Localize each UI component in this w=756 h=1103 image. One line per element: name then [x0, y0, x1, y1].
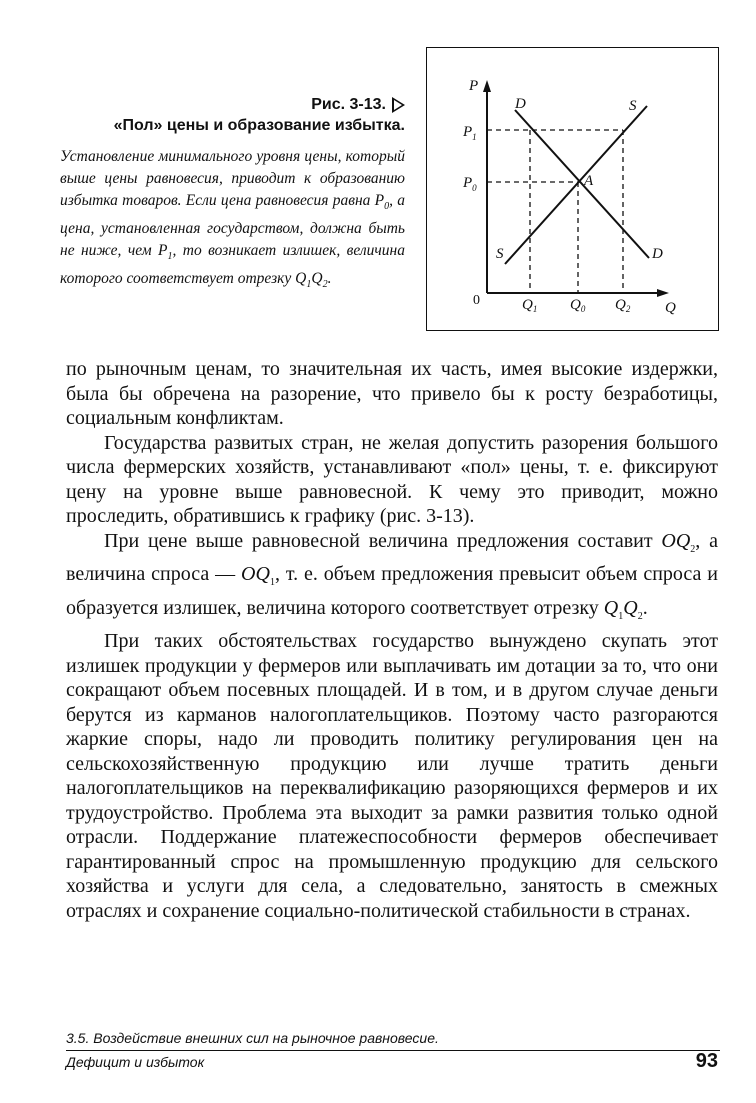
figure-description: Установление минимального уровня цены, который выше цены равновесия, приводит к образованию избытка товаров. Если цена равновесия равна $P_0$, а цена, установленная государством, должна быть не ниже, чем $P_1$, то возникает излишек, величина которого соответствует отрезку $Q_1Q_2$.: [60, 148, 406, 291]
figure-heading: [60, 94, 405, 136]
supply-label-bottom: S: [496, 246, 504, 262]
p0-label: $P_0$: [463, 175, 477, 193]
quantity-axis-arrow-icon: [657, 289, 669, 297]
demand-curve: [515, 110, 649, 258]
price-axis-arrow-icon: [483, 80, 491, 92]
paragraph-2: Государства развитых стран, не желая допустить разорения большого числа фермерских хозяйств, устанавливают «пол» цены, т. е. фиксируют цену на уровне выше равновесной. К чему это приводит, можно проследить, обратившись к графику (рис. 3-13).: [66, 431, 718, 527]
demand-label-top: D: [515, 96, 526, 112]
paragraph-4: При таких обстоятельствах государство вынуждено скупать этот излишек продукции у фермеров или выплачивать им дотации за то, что они сокращают объем посевных площадей. И в том, и в другом случае деньги берутся из карманов налогоплательщиков. Поэтому часто разгораются жаркие споры, надо ли проводить политику регулирования цен на сельскохозяйственную продукцию или лучше тратить деньги налогоплательщиков на переквалификацию разоряющихся фермеров и их трудоустройство. Проблема эта выходит за рамки развития только одной отрасли. Поддержание платежеспособности фермеров обеспечивает гарантированный спрос на промышленную продукцию для сельского хозяйства и услуги для села, а следовательно, занятость в смежных отраслях и сохранение социально-политической стабильности в странах.: [66, 630, 718, 922]
origin-label: 0: [473, 293, 480, 308]
q2-label: $Q_2$: [615, 297, 631, 314]
figure-caption: [60, 94, 405, 296]
graph-svg: [427, 48, 720, 332]
paragraph-1: по рыночным ценам, то значительная их часть, имея высокие издержки, была бы обречена на разорение, что привело бы к росту безработицы, социальным конфликтам.: [66, 358, 718, 429]
supply-demand-graph: [426, 47, 719, 331]
footer-section-title: 3.5. Воздействие внешних сил на рыночное равновесие.: [66, 1030, 439, 1046]
demand-label-bottom: D: [652, 246, 663, 262]
figure-number: Рис. 3-13.: [311, 96, 386, 113]
footer-divider: [66, 1050, 720, 1051]
footer-subsection-title: Дефицит и избыток: [66, 1054, 205, 1070]
body-text: [66, 357, 718, 923]
price-axis-label: P: [469, 78, 479, 94]
paragraph-3: При цене выше равновесной величина предложения составит $OQ_2$, а величина спроса — $OQ_1$, т. е. объем предложения превысит объем спроса и образуется излишек, величина которого соответствует отрезку $Q_1Q_2$.: [66, 529, 719, 622]
p1-label: $P_1$: [463, 124, 477, 142]
supply-label-top: S: [629, 98, 637, 114]
quantity-axis-label: Q: [665, 300, 676, 316]
figure-title: «Пол» цены и образование избытка.: [113, 117, 405, 134]
triangle-pointer-icon: [392, 97, 405, 113]
equilibrium-point-label: A: [584, 173, 594, 189]
q0-label: $Q_0$: [570, 297, 586, 314]
page-number: 93: [695, 1050, 718, 1072]
q1-label: $Q_1$: [522, 297, 538, 314]
